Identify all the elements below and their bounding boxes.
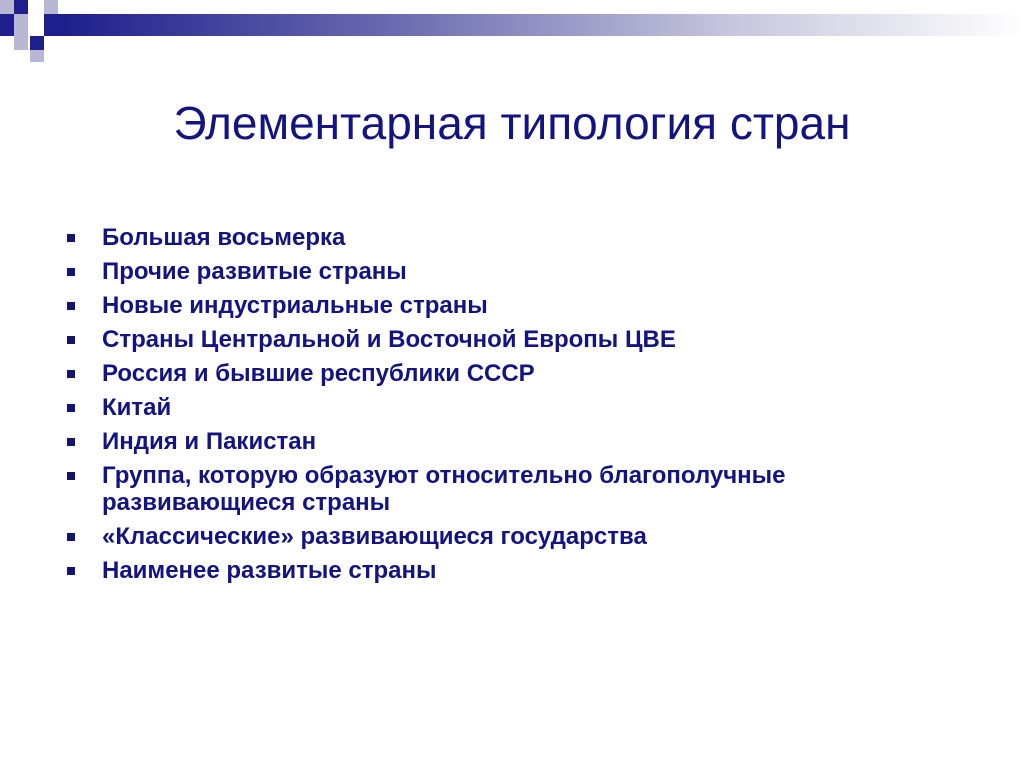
list-item [64,394,964,421]
list-item-text: Большая восьмерка [102,224,346,251]
list-item-text: Россия и бывшие республики СССР [102,360,535,387]
decor-square [14,36,28,50]
decor-square [0,0,14,14]
list-item [64,428,964,455]
list-item-text: «Классические» развивающиеся государства [102,523,647,550]
square-bullet-icon [67,533,75,541]
square-bullet-icon [67,404,75,412]
square-bullet-icon [67,234,75,242]
list-item [64,292,964,319]
list-item [64,523,964,550]
decor-square [44,14,58,36]
square-bullet-icon [67,268,75,276]
list-item-text: Страны Центральной и Восточной Европы ЦВЕ [102,326,676,353]
list-item [64,326,964,353]
decor-square [30,50,44,62]
square-bullet-icon [67,438,75,446]
square-bullet-icon [67,472,75,480]
list-item-text: Китай [102,394,172,421]
list-item-text: Наименее развитые страны [102,557,437,584]
decor-square [14,14,28,36]
square-bullet-icon [67,302,75,310]
list-item [64,224,964,251]
list-item-text: Прочие развитые страны [102,258,407,285]
square-bullet-icon [67,370,75,378]
list-item-text: Группа, которую образуют относительно благополучные развивающиеся страны [102,462,786,516]
decor-square [30,36,44,50]
decor-square [0,14,14,36]
list-item-text: Индия и Пакистан [102,428,317,455]
square-bullet-icon [67,336,75,344]
decor-square [44,0,58,14]
list-item [64,462,964,516]
list-item [64,360,964,387]
square-bullet-icon [67,567,75,575]
list-item [64,258,964,285]
bullet-list [64,224,964,591]
list-item [64,557,964,584]
list-item-text: Новые индустриальные страны [102,292,488,319]
decor-square [14,0,28,14]
slide-title: Элементарная типология стран [173,97,851,149]
header-gradient-bar [58,14,1024,36]
